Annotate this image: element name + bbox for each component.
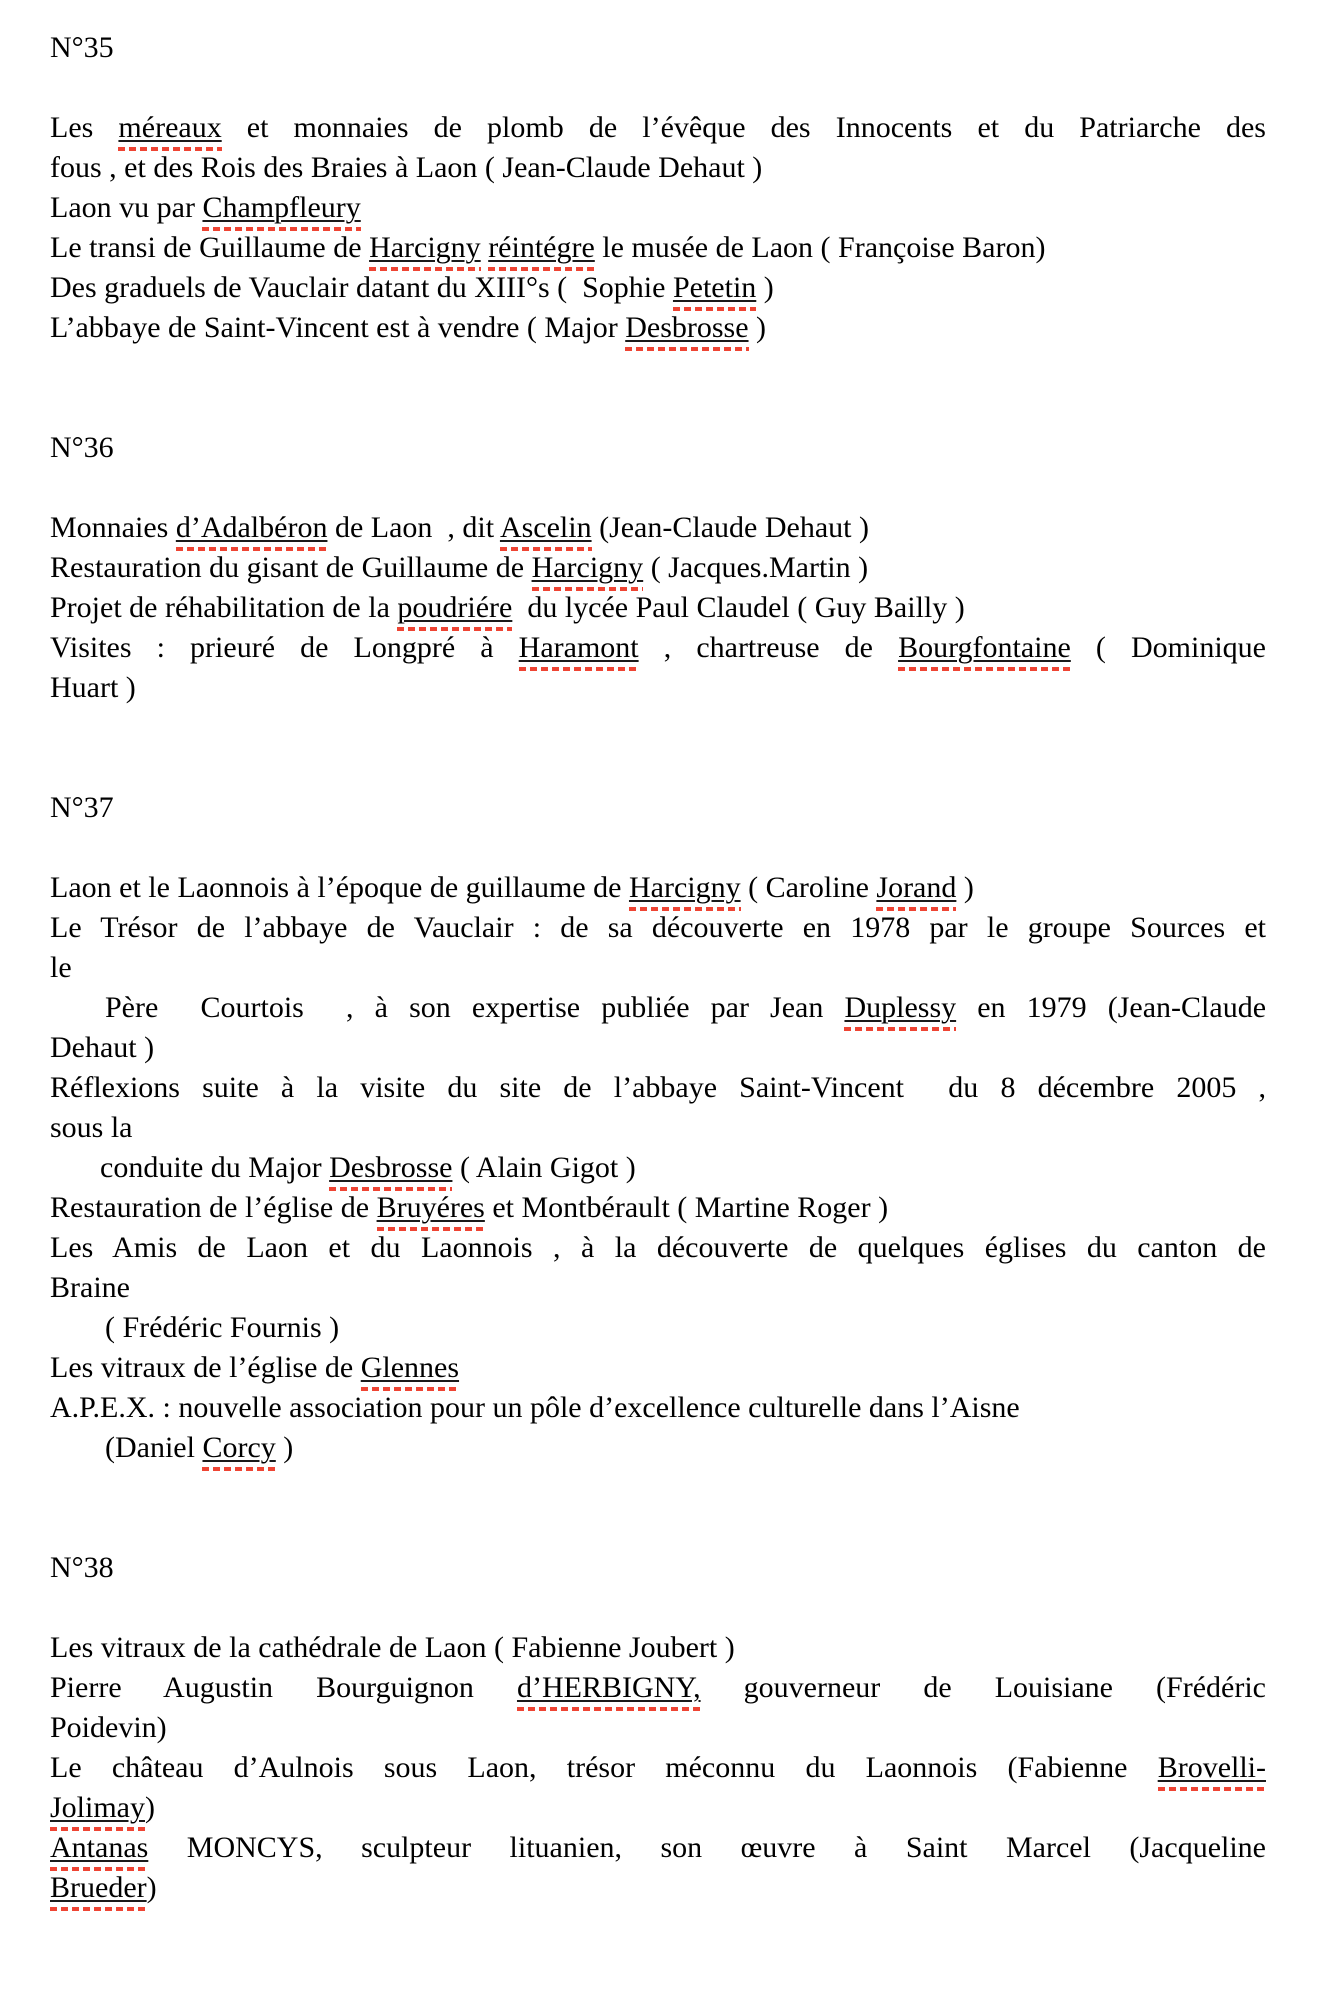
text-segment: ) [146, 1871, 157, 1904]
text-line [50, 1188, 1266, 1228]
text-segment: Les Amis de Laon et du Laonnois , à la découverte de quelques églises du canton de [50, 1231, 1266, 1264]
misspelled-word: Brueder [50, 1871, 147, 1904]
text-line [50, 1388, 1266, 1428]
misspelled-word: Desbrosse [625, 311, 749, 344]
misspelled-word: Glennes [360, 1351, 460, 1384]
text-segment: Les [50, 111, 119, 144]
misspelled-word: Champfleury [202, 191, 361, 224]
text-segment: ( Jacques.Martin ) [643, 551, 869, 584]
text-line [50, 1228, 1266, 1268]
text-line [50, 268, 1266, 308]
text-segment: en 1979 (Jean-Claude [956, 991, 1267, 1024]
text-line [50, 228, 1266, 268]
text-line [50, 628, 1266, 668]
misspelled-word: Bourgfontaine [898, 631, 1071, 664]
section-header: N°38 [50, 1551, 114, 1584]
text-segment: , chartreuse de [638, 631, 899, 664]
text-segment: ( Alain Gigot ) [452, 1151, 636, 1184]
text-line [50, 108, 1266, 148]
text-segment: ) [748, 311, 767, 344]
text-segment: ) [145, 1791, 155, 1824]
misspelled-word: d’HERBIGNY, [516, 1671, 701, 1704]
misspelled-word: Corcy [202, 1431, 276, 1464]
text-segment: Laon vu par [50, 191, 203, 224]
text-line [50, 1348, 1266, 1388]
section-header: N°35 [50, 31, 114, 64]
text-segment: ( Frédéric Fournis ) [105, 1311, 340, 1344]
text-segment: (Daniel [105, 1431, 203, 1464]
text-line [50, 308, 1266, 348]
misspelled-word: Bruyéres [376, 1191, 485, 1224]
text-segment: sous la [50, 1111, 133, 1144]
text-segment: ( Dominique [1070, 631, 1266, 664]
document-section [50, 1548, 1266, 1908]
misspelled-word: Petetin [672, 271, 757, 304]
document-section [50, 428, 1266, 708]
text-line [50, 1148, 1266, 1188]
text-line [50, 188, 1266, 228]
text-segment: Le Trésor de l’abbaye de Vauclair : de sa découverte en 1978 par le groupe Sources et [50, 911, 1266, 944]
text-segment: A.P.E.X. : nouvelle association pour un pôle d’excellence culturelle dans l’Aisne [50, 1391, 1020, 1424]
misspelled-word: Jorand [876, 871, 957, 904]
text-line [50, 1788, 1266, 1828]
text-segment: et monnaies de plomb de l’évêque des Innocents et du Patriarche des [221, 111, 1266, 144]
misspelled-word: Haramont [518, 631, 639, 664]
text-segment: Le château d’Aulnois sous Laon, trésor méconnu du Laonnois (Fabienne [50, 1751, 1158, 1784]
text-segment: de Laon , dit [327, 511, 500, 544]
text-segment: Projet de réhabilitation de la [50, 591, 398, 624]
text-line [50, 1748, 1266, 1788]
text-line [50, 508, 1266, 548]
text-segment: Huart ) [50, 671, 136, 704]
text-line [50, 548, 1266, 588]
misspelled-word: Duplessy [844, 991, 957, 1024]
text-line [50, 1108, 1266, 1148]
document-section [50, 788, 1266, 1468]
text-line [50, 948, 1266, 988]
text-segment: et Montbérault ( Martine Roger ) [484, 1191, 889, 1224]
document-section [50, 28, 1266, 348]
text-segment: L’abbaye de Saint-Vincent est à vendre ( Major [50, 311, 626, 344]
misspelled-word: Ascelin [499, 511, 592, 544]
text-segment: (Jean-Claude Dehaut ) [591, 511, 869, 544]
text-line [50, 1268, 1266, 1308]
text-segment: Le transi de Guillaume de [50, 231, 370, 264]
text-line [50, 1668, 1266, 1708]
text-segment: Restauration du gisant de Guillaume de [50, 551, 532, 584]
misspelled-word: réintégre [488, 231, 595, 264]
text-line [50, 1428, 1266, 1468]
text-segment: Poidevin) [50, 1711, 167, 1744]
text-segment: Monnaies [50, 511, 176, 544]
text-line [50, 668, 1266, 708]
section-header: N°36 [50, 431, 114, 464]
misspelled-word: Harcigny [369, 231, 481, 264]
text-segment: Restauration de l’église de [50, 1191, 377, 1224]
text-line [50, 868, 1266, 908]
text-line [50, 1028, 1266, 1068]
misspelled-word: méreaux [118, 111, 222, 144]
text-segment: Les vitraux de l’église de [50, 1351, 361, 1384]
text-line [50, 1628, 1266, 1668]
text-segment: Des graduels de Vauclair datant du XIII°s ( Sophie [50, 271, 673, 304]
misspelled-word: Jolimay [50, 1791, 145, 1824]
misspelled-word: Desbrosse [329, 1151, 453, 1184]
text-line [50, 1068, 1266, 1108]
text-line [50, 1308, 1266, 1348]
text-segment: Père Courtois , à son expertise publiée par Jean [105, 991, 845, 1024]
text-segment: conduite du Major [100, 1151, 330, 1184]
text-segment: du lycée Paul Claudel ( Guy Bailly ) [512, 591, 965, 624]
text-line [50, 988, 1266, 1028]
text-segment: Les vitraux de la cathédrale de Laon ( Fabienne Joubert ) [50, 1631, 735, 1664]
misspelled-word: Brovelli- [1157, 1751, 1266, 1784]
misspelled-word: Antanas [50, 1831, 149, 1864]
misspelled-word: poudriére [397, 591, 513, 624]
text-segment: Dehaut ) [50, 1031, 155, 1064]
text-line [50, 588, 1266, 628]
text-segment: Laon et le Laonnois à l’époque de guillaume de [50, 871, 629, 904]
text-segment: Pierre Augustin Bourguignon [50, 1671, 517, 1704]
text-segment: le musée de Laon ( Françoise Baron) [594, 231, 1046, 264]
text-segment: Braine [50, 1271, 130, 1304]
text-segment: ( Caroline [740, 871, 877, 904]
text-segment: fous , et des Rois des Braies à Laon ( Jean-Claude Dehaut ) [50, 151, 763, 184]
text-segment: ) [275, 1431, 294, 1464]
text-line [50, 908, 1266, 948]
text-segment: ) [956, 871, 974, 904]
misspelled-word: Harcigny [531, 551, 644, 584]
text-segment: gouverneur de Louisiane (Frédéric [700, 1671, 1266, 1704]
section-header: N°37 [50, 791, 114, 824]
text-segment: MONCYS, sculpteur lituanien, son œuvre à Saint Marcel (Jacqueline [148, 1831, 1266, 1864]
text-line [50, 1868, 1266, 1908]
text-segment: Réflexions suite à la visite du site de l’abbaye Saint-Vincent du 8 décembre 2005 , [50, 1071, 1266, 1104]
text-segment: ) [756, 271, 774, 304]
text-line [50, 1708, 1266, 1748]
text-line [50, 148, 1266, 188]
text-line [50, 1828, 1266, 1868]
misspelled-word: d’Adalbéron [175, 511, 328, 544]
text-segment: Visites : prieuré de Longpré à [50, 631, 519, 664]
text-segment: le [50, 951, 72, 984]
misspelled-word: Harcigny [628, 871, 741, 904]
